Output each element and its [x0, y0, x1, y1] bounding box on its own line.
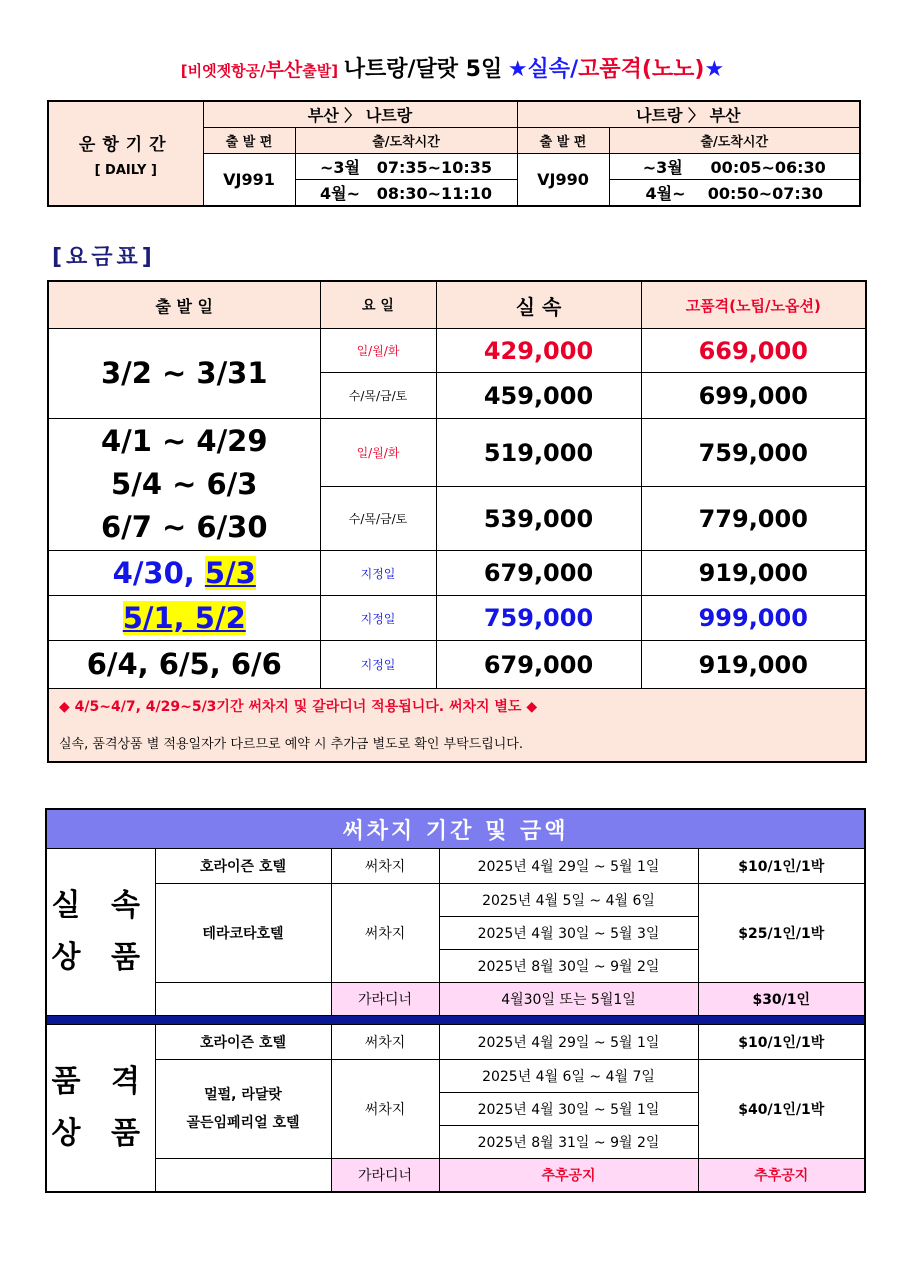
fare-basic-price: 759,000: [436, 596, 641, 641]
basic-hotel-2-period-2: 2025년 4월 30일 ~ 5월 3일: [439, 917, 698, 950]
fare-premium-price: 699,000: [641, 373, 866, 419]
fare-day: 지정일: [320, 551, 436, 596]
premium-product-label: [46, 1025, 155, 1193]
title-airline-suffix: 출발]: [302, 62, 339, 80]
outbound-flight-header: 출 발 편: [203, 128, 295, 154]
fare-premium-price: 919,000: [641, 641, 866, 689]
outbound-time-1: ~3월 07:35~10:35: [295, 154, 517, 180]
premium-hotel-2-price: $40/1인/1박: [698, 1060, 865, 1159]
inbound-flight-no: VJ990: [517, 154, 609, 207]
fare-date-special-1a: 4/30,: [112, 555, 205, 590]
title-option-basic: 실속: [527, 57, 571, 82]
header-premium: 고품격(노팁/노옵션): [641, 281, 866, 329]
premium-hotel-1-type: 써차지: [331, 1025, 439, 1060]
flight-period-label: 운항기간: [78, 134, 173, 155]
fare-day: 지정일: [320, 596, 436, 641]
fare-date-range-1: 4/1 ~ 4/29: [100, 424, 268, 458]
basic-gala-label: 가라디너: [331, 983, 439, 1016]
premium-hotel-2-period-1: 2025년 4월 6일 ~ 4월 7일: [439, 1060, 698, 1093]
header-weekday: 요 일: [320, 281, 436, 329]
basic-hotel-1: 호라이즌 호텔: [155, 849, 331, 884]
premium-label-1: 품 격: [51, 1064, 150, 1099]
fare-date-special-2: [48, 596, 320, 641]
surcharge-table: [45, 808, 866, 1193]
title-origin: 부산: [265, 59, 303, 81]
outbound-route: 부산 〉 나트랑: [203, 101, 517, 128]
fare-date-special-2-text: 5/1, 5/2: [122, 600, 246, 635]
inbound-flight-header: 출 발 편: [517, 128, 609, 154]
fare-heading: [요금표]: [52, 245, 156, 270]
premium-gala-label: 가라디너: [331, 1159, 439, 1193]
premium-hotel-1-price: $10/1인/1박: [698, 1025, 865, 1060]
premium-hotel-1-period: 2025년 4월 29일 ~ 5월 1일: [439, 1025, 698, 1060]
basic-hotel-2-period-1: 2025년 4월 5일 ~ 4월 6일: [439, 884, 698, 917]
fare-premium-price: 999,000: [641, 596, 866, 641]
basic-hotel-1-type: 써차지: [331, 849, 439, 884]
title-slash: /: [570, 57, 579, 82]
fare-date-special-1b: 5/3: [204, 555, 256, 590]
outbound-time-2: 4월~ 08:30~11:10: [295, 180, 517, 207]
basic-hotel-2: 테라코타호텔: [155, 884, 331, 983]
outbound-time-header: 출/도착시간: [295, 128, 517, 154]
title-star-close: ★: [704, 57, 725, 82]
fare-day: 일/월/화: [320, 419, 436, 487]
basic-hotel-1-period: 2025년 4월 29일 ~ 5월 1일: [439, 849, 698, 884]
fare-date-range-2: 5/4 ~ 6/3: [111, 467, 258, 501]
fare-basic-price: 539,000: [436, 487, 641, 551]
basic-hotel-2-period-3: 2025년 8월 30일 ~ 9월 2일: [439, 950, 698, 983]
premium-gala-period: 추후공지: [439, 1159, 698, 1193]
fare-basic-price: 459,000: [436, 373, 641, 419]
inbound-time-2: 4월~ 00:50~07:30: [609, 180, 860, 207]
fare-basic-price: 679,000: [436, 551, 641, 596]
fare-basic-price: 679,000: [436, 641, 641, 689]
header-basic: 실 속: [436, 281, 641, 329]
fare-date-special-1: [48, 551, 320, 596]
fare-basic-price: 429,000: [436, 329, 641, 373]
fare-premium-price: 919,000: [641, 551, 866, 596]
inbound-time-1: ~3월 00:05~06:30: [609, 154, 860, 180]
fare-premium-price: 779,000: [641, 487, 866, 551]
flight-period-cell: [48, 101, 203, 206]
basic-label-1: 실 속: [51, 888, 150, 923]
title-airline-prefix: [비엣젯항공/: [180, 62, 266, 80]
premium-gala-spacer: [155, 1159, 331, 1193]
premium-hotel-2-period-3: 2025년 8월 31일 ~ 9월 2일: [439, 1126, 698, 1159]
section-divider: [46, 1016, 865, 1025]
fare-premium-price: 669,000: [641, 329, 866, 373]
basic-gala-spacer: [155, 983, 331, 1016]
basic-label-2: 상 품: [51, 940, 150, 975]
premium-hotel-1: 호라이즌 호텔: [155, 1025, 331, 1060]
basic-gala-period: 4월30일 또는 5월1일: [439, 983, 698, 1016]
outbound-flight-no: VJ991: [203, 154, 295, 207]
fare-premium-price: 759,000: [641, 419, 866, 487]
premium-gala-price: 추후공지: [698, 1159, 865, 1193]
inbound-route: 나트랑 〉 부산: [517, 101, 860, 128]
title-route: 나트랑/달랏 5일: [343, 57, 503, 82]
fare-day: 지정일: [320, 641, 436, 689]
basic-hotel-2-price: $25/1인/1박: [698, 884, 865, 983]
header-departure-date: 출 발 일: [48, 281, 320, 329]
premium-hotel-2-line-1: 멀펄, 라달랏: [204, 1087, 282, 1103]
title-star-open: ★: [507, 57, 528, 82]
flight-schedule-table: [47, 100, 861, 207]
title-option-premium: 고품격(노노): [578, 57, 705, 82]
fare-date-range-3: 6/7 ~ 6/30: [100, 510, 268, 544]
basic-hotel-2-type: 써차지: [331, 884, 439, 983]
fare-note-surcharge: ◆ 4/5~4/7, 4/29~5/3기간 써차지 및 갈라디너 적용됩니다. 써차지 별도 ◆: [48, 689, 866, 724]
fare-date-march: 3/2 ~ 3/31: [48, 329, 320, 419]
fare-day: 수/목/금/토: [320, 487, 436, 551]
fare-basic-price: 519,000: [436, 419, 641, 487]
fare-date-special-3: 6/4, 6/5, 6/6: [48, 641, 320, 689]
basic-product-label: [46, 849, 155, 1016]
basic-gala-price: $30/1인: [698, 983, 865, 1016]
basic-hotel-1-price: $10/1인/1박: [698, 849, 865, 884]
premium-hotel-2-line-2: 골든임페리얼 호텔: [186, 1115, 300, 1131]
flight-daily-label: [ DAILY ]: [94, 162, 157, 178]
fare-table: [47, 280, 867, 763]
inbound-time-header: 출/도착시간: [609, 128, 860, 154]
page-title: [0, 52, 905, 83]
premium-hotel-2: [155, 1060, 331, 1159]
premium-hotel-2-type: 써차지: [331, 1060, 439, 1159]
surcharge-heading: 써차지 기간 및 금액: [46, 809, 865, 849]
fare-date-apr-jun: [48, 419, 320, 551]
premium-hotel-2-period-2: 2025년 4월 30일 ~ 5월 1일: [439, 1093, 698, 1126]
fare-note-confirm: 실속, 품격상품 별 적용일자가 다르므로 예약 시 추가금 별도로 확인 부탁드립니다.: [48, 723, 866, 762]
fare-day: 수/목/금/토: [320, 373, 436, 419]
premium-label-2: 상 품: [51, 1116, 150, 1151]
fare-day: 일/월/화: [320, 329, 436, 373]
